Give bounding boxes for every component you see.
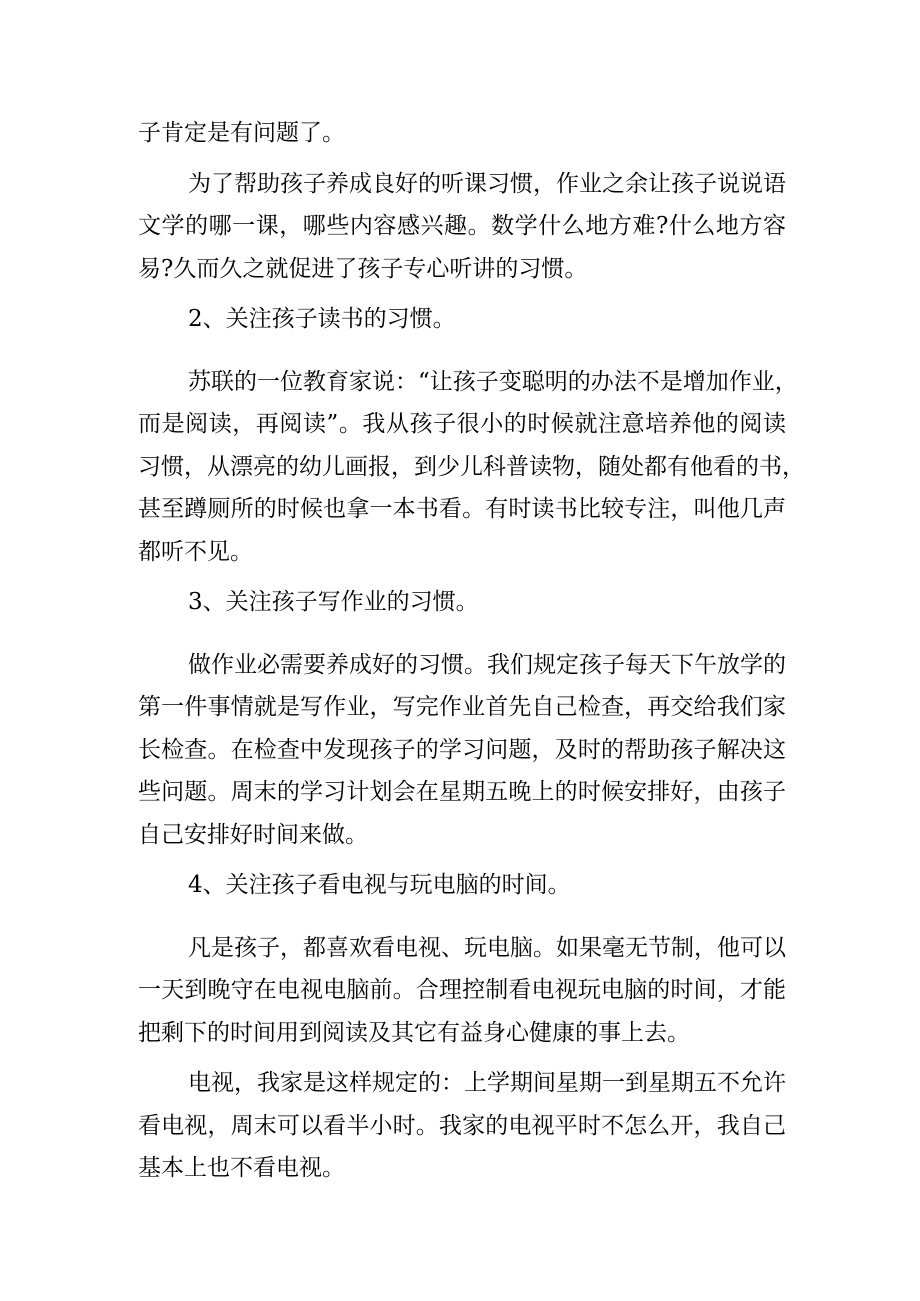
text-line: 3、关注孩子写作业的习惯。 [188, 589, 479, 615]
text-line: 自己安排好时间来做。 [138, 821, 368, 848]
text-line: 电视，我家是这样规定的：上学期间星期一到星期五不允许 [188, 1070, 786, 1096]
paragraph [138, 361, 805, 574]
document-body [138, 112, 805, 1190]
text-line: 而是阅读，再阅读”。我从孩子很小的时候就注意培养他的阅读 [138, 411, 786, 437]
text-line: 些问题。周末的学习计划会在星期五晚上的时候安排好，由孩子 [138, 779, 786, 805]
text-line: 第一件事情就是写作业，写完作业首先自己检查，再交给我们家 [138, 694, 786, 720]
text-line: 做作业必需要养成好的习惯。我们规定孩子每天下午放学的 [188, 651, 786, 678]
text-line: 长检查。在检查中发现孩子的学习问题，及时的帮助孩子解决这 [138, 736, 786, 763]
section-heading [138, 298, 786, 341]
section-heading [138, 581, 786, 624]
text-line: 甚至蹲厕所的时候也拿一本书看。有时读书比较专注，叫他几声 [138, 496, 786, 522]
paragraph [138, 112, 786, 155]
paragraph [138, 644, 786, 857]
text-line: 子肯定是有问题了。 [138, 120, 345, 146]
paragraph [138, 927, 786, 1055]
text-line: 苏联的一位教育家说：“让孩子变聪明的办法不是增加作业， [188, 368, 798, 395]
paragraph [138, 163, 786, 291]
text-line: 把剩下的时间用到阅读及其它有益身心健康的事上去。 [138, 1019, 690, 1046]
text-line: 看电视，周末可以看半小时。我家的电视平时不怎么开，我自己 [138, 1112, 786, 1139]
text-line: 为了帮助孩子养成良好的听课习惯，作业之余让孩子说说语 [188, 170, 786, 197]
text-line: 都听不见。 [138, 538, 253, 565]
text-line: 习惯，从漂亮的幼儿画报，到少儿科普读物，随处都有他看的书， [138, 453, 805, 480]
paragraph [138, 1062, 786, 1190]
text-line: 文学的哪一课，哪些内容感兴趣。数学什么地方难?什么地方容 [138, 213, 786, 239]
text-line: 一天到晚守在电视电脑前。合理控制看电视玩电脑的时间，才能 [138, 977, 786, 1003]
section-heading [138, 864, 786, 907]
text-line: 2、关注孩子读书的习惯。 [188, 306, 456, 332]
text-line: 凡是孩子，都喜欢看电视、玩电脑。如果毫无节制，他可以 [188, 934, 786, 961]
text-line: 易?久而久之就促进了孩子专心听讲的习惯。 [138, 255, 588, 282]
text-line: 4、关注孩子看电视与玩电脑的时间。 [188, 872, 571, 898]
text-line: 基本上也不看电视。 [138, 1155, 345, 1181]
